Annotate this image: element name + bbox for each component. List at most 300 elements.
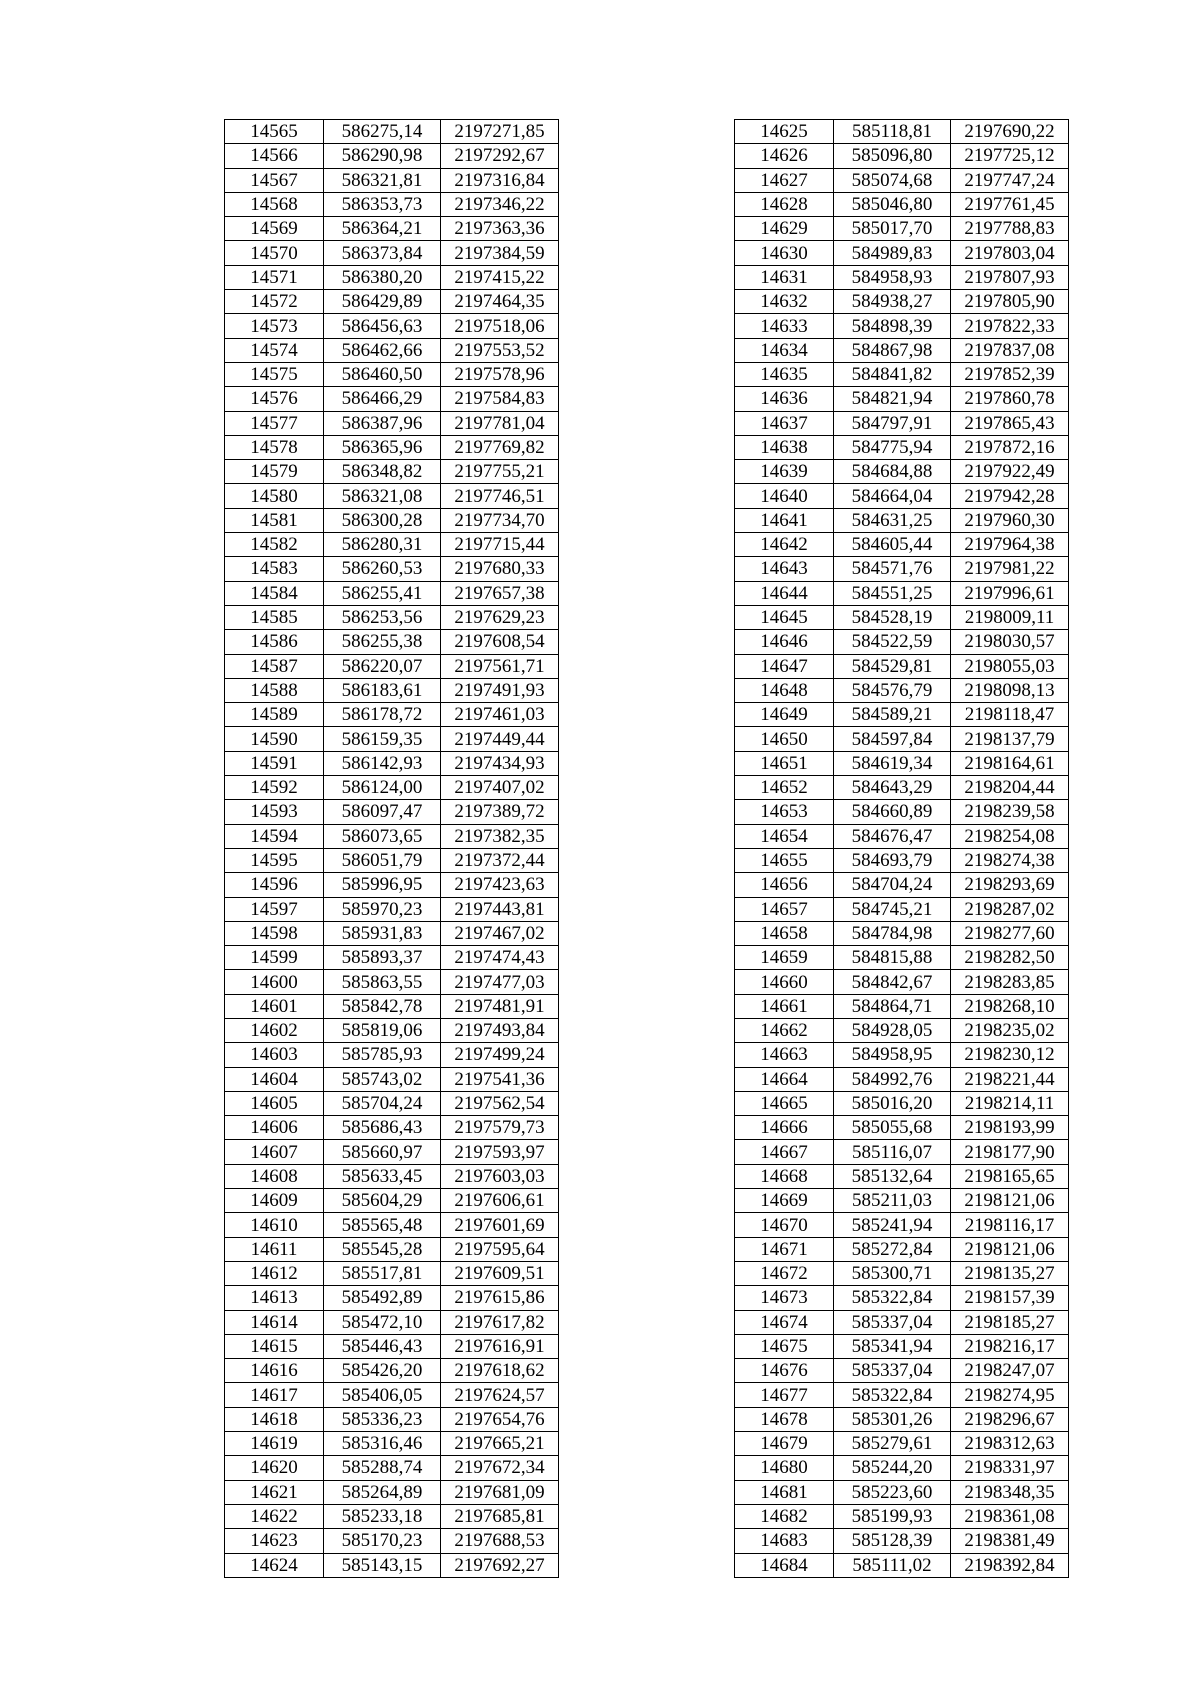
table-row (225, 217, 559, 241)
table-row (225, 1310, 559, 1334)
x-coordinate-cell: 586466,29 (324, 387, 441, 411)
point-id-cell: 14682 (735, 1504, 834, 1528)
x-coordinate-cell: 584867,98 (834, 338, 951, 362)
point-id-cell: 14639 (735, 460, 834, 484)
table-row (225, 533, 559, 557)
point-id-cell: 14620 (225, 1456, 324, 1480)
x-coordinate-cell: 586255,38 (324, 630, 441, 654)
point-id-cell: 14673 (735, 1286, 834, 1310)
point-id-cell: 14652 (735, 776, 834, 800)
point-id-cell: 14581 (225, 508, 324, 532)
table-row (735, 1310, 1069, 1334)
point-id-cell: 14605 (225, 1091, 324, 1115)
y-coordinate-cell: 2197434,93 (441, 751, 559, 775)
y-coordinate-cell: 2198098,13 (951, 678, 1069, 702)
y-coordinate-cell: 2197981,22 (951, 557, 1069, 581)
table-row (225, 338, 559, 362)
y-coordinate-cell: 2198235,02 (951, 1018, 1069, 1042)
table-row (225, 265, 559, 289)
x-coordinate-cell: 585743,02 (324, 1067, 441, 1091)
y-coordinate-cell: 2197665,21 (441, 1432, 559, 1456)
x-coordinate-cell: 584528,19 (834, 605, 951, 629)
point-id-cell: 14589 (225, 703, 324, 727)
x-coordinate-cell: 585863,55 (324, 970, 441, 994)
table-row (735, 1018, 1069, 1042)
point-id-cell: 14623 (225, 1529, 324, 1553)
point-id-cell: 14614 (225, 1310, 324, 1334)
point-id-cell: 14651 (735, 751, 834, 775)
table-row (735, 1043, 1069, 1067)
x-coordinate-cell: 585241,94 (834, 1213, 951, 1237)
x-coordinate-cell: 586387,96 (324, 411, 441, 435)
point-id-cell: 14580 (225, 484, 324, 508)
y-coordinate-cell: 2197616,91 (441, 1334, 559, 1358)
point-id-cell: 14633 (735, 314, 834, 338)
x-coordinate-cell: 584522,59 (834, 630, 951, 654)
y-coordinate-cell: 2198274,95 (951, 1383, 1069, 1407)
y-coordinate-cell: 2197872,16 (951, 435, 1069, 459)
table-row (735, 1091, 1069, 1115)
table-row (735, 1553, 1069, 1577)
point-id-cell: 14665 (735, 1091, 834, 1115)
y-coordinate-cell: 2198221,44 (951, 1067, 1069, 1091)
x-coordinate-cell: 586124,00 (324, 776, 441, 800)
y-coordinate-cell: 2197461,03 (441, 703, 559, 727)
point-id-cell: 14579 (225, 460, 324, 484)
x-coordinate-cell: 585111,02 (834, 1553, 951, 1577)
table-row (225, 1456, 559, 1480)
table-row (225, 994, 559, 1018)
point-id-cell: 14644 (735, 581, 834, 605)
table-row (735, 508, 1069, 532)
x-coordinate-cell: 586429,89 (324, 290, 441, 314)
y-coordinate-cell: 2198185,27 (951, 1310, 1069, 1334)
y-coordinate-cell: 2198331,97 (951, 1456, 1069, 1480)
y-coordinate-cell: 2197372,44 (441, 848, 559, 872)
x-coordinate-cell: 586365,96 (324, 435, 441, 459)
x-coordinate-cell: 584605,44 (834, 533, 951, 557)
x-coordinate-cell: 584928,05 (834, 1018, 951, 1042)
point-id-cell: 14607 (225, 1140, 324, 1164)
table-row (735, 1383, 1069, 1407)
point-id-cell: 14571 (225, 265, 324, 289)
point-id-cell: 14582 (225, 533, 324, 557)
y-coordinate-cell: 2197672,34 (441, 1456, 559, 1480)
table-row (735, 776, 1069, 800)
point-id-cell: 14671 (735, 1237, 834, 1261)
y-coordinate-cell: 2198118,47 (951, 703, 1069, 727)
table-row (225, 387, 559, 411)
y-coordinate-cell: 2197964,38 (951, 533, 1069, 557)
table-row (735, 946, 1069, 970)
x-coordinate-cell: 584619,34 (834, 751, 951, 775)
y-coordinate-cell: 2197562,54 (441, 1091, 559, 1115)
y-coordinate-cell: 2197942,28 (951, 484, 1069, 508)
table-row (225, 1164, 559, 1188)
point-id-cell: 14568 (225, 192, 324, 216)
y-coordinate-cell: 2197363,36 (441, 217, 559, 241)
table-row (225, 557, 559, 581)
y-coordinate-cell: 2198282,50 (951, 946, 1069, 970)
x-coordinate-cell: 585300,71 (834, 1261, 951, 1285)
x-coordinate-cell: 585406,05 (324, 1383, 441, 1407)
y-coordinate-cell: 2198239,58 (951, 800, 1069, 824)
x-coordinate-cell: 584821,94 (834, 387, 951, 411)
point-id-cell: 14653 (735, 800, 834, 824)
x-coordinate-cell: 585337,04 (834, 1310, 951, 1334)
x-coordinate-cell: 585143,15 (324, 1553, 441, 1577)
x-coordinate-cell: 585118,81 (834, 120, 951, 144)
y-coordinate-cell: 2198116,17 (951, 1213, 1069, 1237)
y-coordinate-cell: 2197467,02 (441, 921, 559, 945)
x-coordinate-cell: 584745,21 (834, 897, 951, 921)
x-coordinate-cell: 584576,79 (834, 678, 951, 702)
point-id-cell: 14567 (225, 168, 324, 192)
y-coordinate-cell: 2198312,63 (951, 1432, 1069, 1456)
point-id-cell: 14658 (735, 921, 834, 945)
table-row (735, 994, 1069, 1018)
x-coordinate-cell: 586260,53 (324, 557, 441, 581)
x-coordinate-cell: 586460,50 (324, 362, 441, 386)
table-row (735, 1432, 1069, 1456)
point-id-cell: 14684 (735, 1553, 834, 1577)
x-coordinate-cell: 584864,71 (834, 994, 951, 1018)
y-coordinate-cell: 2198121,06 (951, 1237, 1069, 1261)
x-coordinate-cell: 585931,83 (324, 921, 441, 945)
table-row (225, 1091, 559, 1115)
y-coordinate-cell: 2197688,53 (441, 1529, 559, 1553)
point-id-cell: 14656 (735, 873, 834, 897)
table-row (225, 1140, 559, 1164)
point-id-cell: 14632 (735, 290, 834, 314)
y-coordinate-cell: 2197960,30 (951, 508, 1069, 532)
y-coordinate-cell: 2197474,43 (441, 946, 559, 970)
y-coordinate-cell: 2198030,57 (951, 630, 1069, 654)
point-id-cell: 14637 (735, 411, 834, 435)
table-row (735, 290, 1069, 314)
point-id-cell: 14640 (735, 484, 834, 508)
point-id-cell: 14676 (735, 1359, 834, 1383)
y-coordinate-cell: 2198277,60 (951, 921, 1069, 945)
table-row (735, 192, 1069, 216)
y-coordinate-cell: 2197922,49 (951, 460, 1069, 484)
table-row (225, 460, 559, 484)
x-coordinate-cell: 586073,65 (324, 824, 441, 848)
table-row (225, 654, 559, 678)
point-id-cell: 14625 (735, 120, 834, 144)
point-id-cell: 14584 (225, 581, 324, 605)
point-id-cell: 14672 (735, 1261, 834, 1285)
point-id-cell: 14638 (735, 435, 834, 459)
x-coordinate-cell: 585322,84 (834, 1383, 951, 1407)
y-coordinate-cell: 2197685,81 (441, 1504, 559, 1528)
x-coordinate-cell: 585970,23 (324, 897, 441, 921)
point-id-cell: 14572 (225, 290, 324, 314)
y-coordinate-cell: 2197415,22 (441, 265, 559, 289)
y-coordinate-cell: 2197734,70 (441, 508, 559, 532)
x-coordinate-cell: 586456,63 (324, 314, 441, 338)
y-coordinate-cell: 2197384,59 (441, 241, 559, 265)
point-id-cell: 14597 (225, 897, 324, 921)
table-row (735, 970, 1069, 994)
point-id-cell: 14647 (735, 654, 834, 678)
y-coordinate-cell: 2197518,06 (441, 314, 559, 338)
table-row (225, 678, 559, 702)
point-id-cell: 14680 (735, 1456, 834, 1480)
table-row (225, 1359, 559, 1383)
point-id-cell: 14608 (225, 1164, 324, 1188)
point-id-cell: 14616 (225, 1359, 324, 1383)
y-coordinate-cell: 2197579,73 (441, 1116, 559, 1140)
coordinates-table-left (224, 119, 559, 1578)
x-coordinate-cell: 585128,39 (834, 1529, 951, 1553)
table-row (735, 362, 1069, 386)
y-coordinate-cell: 2197624,57 (441, 1383, 559, 1407)
table-row (225, 484, 559, 508)
point-id-cell: 14660 (735, 970, 834, 994)
point-id-cell: 14646 (735, 630, 834, 654)
y-coordinate-cell: 2197464,35 (441, 290, 559, 314)
x-coordinate-cell: 586178,72 (324, 703, 441, 727)
point-id-cell: 14574 (225, 338, 324, 362)
x-coordinate-cell: 585322,84 (834, 1286, 951, 1310)
x-coordinate-cell: 584660,89 (834, 800, 951, 824)
y-coordinate-cell: 2197493,84 (441, 1018, 559, 1042)
table-row (225, 144, 559, 168)
table-row (225, 1383, 559, 1407)
table-row (735, 1164, 1069, 1188)
point-id-cell: 14670 (735, 1213, 834, 1237)
point-id-cell: 14629 (735, 217, 834, 241)
x-coordinate-cell: 586097,47 (324, 800, 441, 824)
table-row (735, 387, 1069, 411)
table-row (225, 824, 559, 848)
table-row (735, 605, 1069, 629)
x-coordinate-cell: 584898,39 (834, 314, 951, 338)
x-coordinate-cell: 585819,06 (324, 1018, 441, 1042)
y-coordinate-cell: 2197681,09 (441, 1480, 559, 1504)
point-id-cell: 14631 (735, 265, 834, 289)
table-row (735, 1407, 1069, 1431)
y-coordinate-cell: 2198287,02 (951, 897, 1069, 921)
x-coordinate-cell: 585337,04 (834, 1359, 951, 1383)
table-row (735, 1480, 1069, 1504)
point-id-cell: 14600 (225, 970, 324, 994)
table-row (225, 1504, 559, 1528)
y-coordinate-cell: 2198268,10 (951, 994, 1069, 1018)
point-id-cell: 14645 (735, 605, 834, 629)
x-coordinate-cell: 585211,03 (834, 1189, 951, 1213)
point-id-cell: 14566 (225, 144, 324, 168)
table-row (225, 1237, 559, 1261)
y-coordinate-cell: 2197769,82 (441, 435, 559, 459)
y-coordinate-cell: 2198157,39 (951, 1286, 1069, 1310)
table-row (225, 290, 559, 314)
y-coordinate-cell: 2198137,79 (951, 727, 1069, 751)
table-row (735, 1189, 1069, 1213)
y-coordinate-cell: 2197407,02 (441, 776, 559, 800)
x-coordinate-cell: 585472,10 (324, 1310, 441, 1334)
y-coordinate-cell: 2197595,64 (441, 1237, 559, 1261)
y-coordinate-cell: 2197553,52 (441, 338, 559, 362)
table-row (225, 1043, 559, 1067)
table-row (225, 168, 559, 192)
point-id-cell: 14575 (225, 362, 324, 386)
x-coordinate-cell: 584693,79 (834, 848, 951, 872)
x-coordinate-cell: 584664,04 (834, 484, 951, 508)
table-row (735, 1237, 1069, 1261)
y-coordinate-cell: 2197807,93 (951, 265, 1069, 289)
x-coordinate-cell: 584551,25 (834, 581, 951, 605)
table-row (225, 411, 559, 435)
table-row (225, 921, 559, 945)
point-id-cell: 14609 (225, 1189, 324, 1213)
point-id-cell: 14622 (225, 1504, 324, 1528)
y-coordinate-cell: 2197788,83 (951, 217, 1069, 241)
y-coordinate-cell: 2197389,72 (441, 800, 559, 824)
table-row (225, 970, 559, 994)
y-coordinate-cell: 2198121,06 (951, 1189, 1069, 1213)
x-coordinate-cell: 585633,45 (324, 1164, 441, 1188)
x-coordinate-cell: 586280,31 (324, 533, 441, 557)
y-coordinate-cell: 2198165,65 (951, 1164, 1069, 1188)
y-coordinate-cell: 2198293,69 (951, 873, 1069, 897)
table-row (225, 630, 559, 654)
y-coordinate-cell: 2197477,03 (441, 970, 559, 994)
point-id-cell: 14681 (735, 1480, 834, 1504)
point-id-cell: 14667 (735, 1140, 834, 1164)
point-id-cell: 14591 (225, 751, 324, 775)
table-row (735, 557, 1069, 581)
point-id-cell: 14611 (225, 1237, 324, 1261)
table-row (735, 654, 1069, 678)
y-coordinate-cell: 2197584,83 (441, 387, 559, 411)
point-id-cell: 14634 (735, 338, 834, 362)
table-row (735, 411, 1069, 435)
point-id-cell: 14641 (735, 508, 834, 532)
point-id-cell: 14606 (225, 1116, 324, 1140)
table-row (225, 1334, 559, 1358)
x-coordinate-cell: 585074,68 (834, 168, 951, 192)
table-row (735, 581, 1069, 605)
y-coordinate-cell: 2198230,12 (951, 1043, 1069, 1067)
table-row (735, 1456, 1069, 1480)
x-coordinate-cell: 586275,14 (324, 120, 441, 144)
y-coordinate-cell: 2197629,23 (441, 605, 559, 629)
y-coordinate-cell: 2197601,69 (441, 1213, 559, 1237)
x-coordinate-cell: 585288,74 (324, 1456, 441, 1480)
x-coordinate-cell: 585604,29 (324, 1189, 441, 1213)
table-row (225, 120, 559, 144)
table-row (735, 144, 1069, 168)
y-coordinate-cell: 2197755,21 (441, 460, 559, 484)
x-coordinate-cell: 584643,29 (834, 776, 951, 800)
x-coordinate-cell: 585842,78 (324, 994, 441, 1018)
point-id-cell: 14578 (225, 435, 324, 459)
x-coordinate-cell: 586051,79 (324, 848, 441, 872)
x-coordinate-cell: 584938,27 (834, 290, 951, 314)
y-coordinate-cell: 2198177,90 (951, 1140, 1069, 1164)
point-id-cell: 14654 (735, 824, 834, 848)
x-coordinate-cell: 585704,24 (324, 1091, 441, 1115)
table-row (225, 897, 559, 921)
y-coordinate-cell: 2197578,96 (441, 362, 559, 386)
point-id-cell: 14636 (735, 387, 834, 411)
point-id-cell: 14573 (225, 314, 324, 338)
table-row (735, 921, 1069, 945)
x-coordinate-cell: 585316,46 (324, 1432, 441, 1456)
x-coordinate-cell: 584784,98 (834, 921, 951, 945)
y-coordinate-cell: 2198254,08 (951, 824, 1069, 848)
x-coordinate-cell: 585279,61 (834, 1432, 951, 1456)
table-row (225, 605, 559, 629)
point-id-cell: 14576 (225, 387, 324, 411)
x-coordinate-cell: 585492,89 (324, 1286, 441, 1310)
point-id-cell: 14674 (735, 1310, 834, 1334)
x-coordinate-cell: 586321,81 (324, 168, 441, 192)
y-coordinate-cell: 2198193,99 (951, 1116, 1069, 1140)
x-coordinate-cell: 584597,84 (834, 727, 951, 751)
y-coordinate-cell: 2197606,61 (441, 1189, 559, 1213)
table-row (735, 1213, 1069, 1237)
table-row (735, 1334, 1069, 1358)
point-id-cell: 14598 (225, 921, 324, 945)
table-row (225, 1480, 559, 1504)
x-coordinate-cell: 585055,68 (834, 1116, 951, 1140)
x-coordinate-cell: 585517,81 (324, 1261, 441, 1285)
y-coordinate-cell: 2198247,07 (951, 1359, 1069, 1383)
point-id-cell: 14649 (735, 703, 834, 727)
y-coordinate-cell: 2197292,67 (441, 144, 559, 168)
point-id-cell: 14596 (225, 873, 324, 897)
x-coordinate-cell: 584958,95 (834, 1043, 951, 1067)
x-coordinate-cell: 585565,48 (324, 1213, 441, 1237)
table-row (735, 1359, 1069, 1383)
point-id-cell: 14624 (225, 1553, 324, 1577)
table-row (735, 460, 1069, 484)
y-coordinate-cell: 2198204,44 (951, 776, 1069, 800)
point-id-cell: 14570 (225, 241, 324, 265)
x-coordinate-cell: 586462,66 (324, 338, 441, 362)
x-coordinate-cell: 585336,23 (324, 1407, 441, 1431)
table-row (735, 630, 1069, 654)
y-coordinate-cell: 2197615,86 (441, 1286, 559, 1310)
point-id-cell: 14593 (225, 800, 324, 824)
point-id-cell: 14655 (735, 848, 834, 872)
y-coordinate-cell: 2197805,90 (951, 290, 1069, 314)
point-id-cell: 14668 (735, 1164, 834, 1188)
y-coordinate-cell: 2197481,91 (441, 994, 559, 1018)
table-row (225, 435, 559, 459)
x-coordinate-cell: 586348,82 (324, 460, 441, 484)
table-row (735, 873, 1069, 897)
x-coordinate-cell: 584797,91 (834, 411, 951, 435)
x-coordinate-cell: 585426,20 (324, 1359, 441, 1383)
table-row (225, 1213, 559, 1237)
point-id-cell: 14587 (225, 654, 324, 678)
point-id-cell: 14627 (735, 168, 834, 192)
x-coordinate-cell: 585016,20 (834, 1091, 951, 1115)
x-coordinate-cell: 585017,70 (834, 217, 951, 241)
y-coordinate-cell: 2197692,27 (441, 1553, 559, 1577)
y-coordinate-cell: 2197346,22 (441, 192, 559, 216)
point-id-cell: 14661 (735, 994, 834, 1018)
table-row (735, 727, 1069, 751)
point-id-cell: 14666 (735, 1116, 834, 1140)
table-row (225, 1432, 559, 1456)
y-coordinate-cell: 2197608,54 (441, 630, 559, 654)
y-coordinate-cell: 2197561,71 (441, 654, 559, 678)
